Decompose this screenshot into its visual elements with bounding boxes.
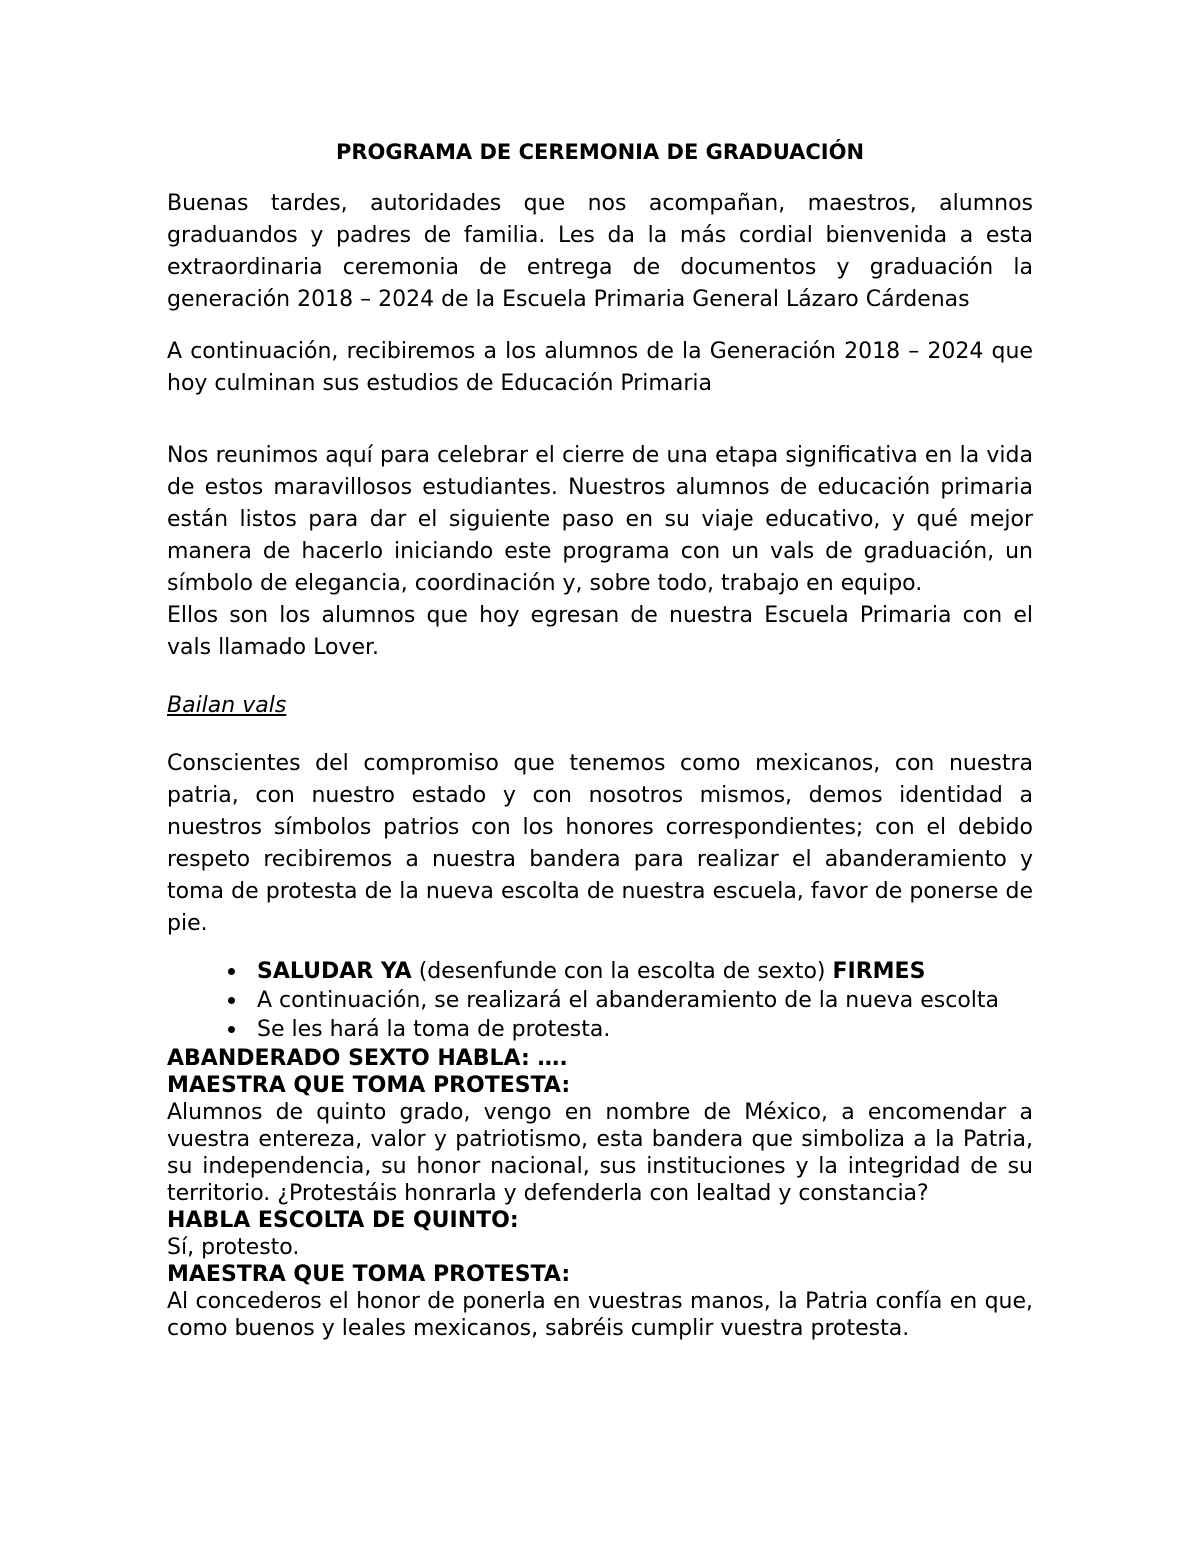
section-heading: ABANDERADO SEXTO HABLA: …. bbox=[167, 1046, 568, 1071]
list-item: Se les hará la toma de protesta. bbox=[257, 1016, 1033, 1043]
welcome-paragraph: Buenas tardes, autoridades que nos acompañan, maestros, alumnos graduandos y padres de familia. Les da la más cordial bienvenida a esta extraordinaria ceremonia de entrega de documentos y graduación la generación 2018 – 2024 de la Escuela Primaria General Lázaro Cárdenas bbox=[167, 191, 1033, 312]
closing-paragraph: Al concederos el honor de ponerla en vuestras manos, la Patria confía en que, como buenos y leales mexicanos, sabréis cumplir vuestra protesta. bbox=[167, 1289, 1033, 1341]
response-paragraph: Sí, protesto. bbox=[167, 1235, 300, 1260]
instruction-list bbox=[167, 958, 1033, 1043]
protest-paragraph: Alumnos de quinto grado, vengo en nombre de México, a encomendar a vuestra entereza, valor y patriotismo, esta bandera que simboliza a la Patria, su independencia, su honor nacional, sus instituciones y la integridad de su territorio. ¿Protestáis honrarla y defenderla con lealtad y constancia? bbox=[167, 1100, 1033, 1206]
section-heading: MAESTRA QUE TOMA PROTESTA: bbox=[167, 1262, 571, 1287]
document-title: PROGRAMA DE CEREMONIA DE GRADUACIÓN bbox=[335, 140, 865, 164]
list-item bbox=[257, 958, 1033, 985]
list-item: A continuación, se realizará el abanderamiento de la nueva escolta bbox=[257, 987, 1033, 1014]
section-heading: HABLA ESCOLTA DE QUINTO: bbox=[167, 1208, 519, 1233]
list-item-text: (desenfunde con la escolta de sexto) bbox=[411, 959, 833, 984]
reception-paragraph: A continuación, recibiremos a los alumnos de la Generación 2018 – 2024 que hoy culminan sus estudios de Educación Primaria bbox=[167, 339, 1033, 396]
document-page bbox=[167, 138, 1033, 1342]
honors-paragraph: Conscientes del compromiso que tenemos como mexicanos, con nuestra patria, con nuestro estado y con nosotros mismos, demos identidad a nuestros símbolos patrios con los honores correspondientes; con el debido respeto recibiremos a nuestra bandera para realizar el abanderamiento y toma de protesta de la nueva escolta de nuestra escuela, favor de ponerse de pie. bbox=[167, 751, 1033, 936]
stage-note-text: Bailan vals bbox=[167, 693, 287, 718]
celebration-paragraph: Nos reunimos aquí para celebrar el cierre de una etapa significativa en la vida de estos maravillosos estudiantes. Nuestros alumnos de educación primaria están listos para dar el siguiente paso en su viaje educativo, y qué mejor manera de hacerlo iniciando este programa con un vals de graduación, un símbolo de elegancia, coordinación y, sobre todo, trabajo en equipo. bbox=[167, 443, 1033, 596]
list-item-bold: FIRMES bbox=[832, 959, 926, 984]
protest-section bbox=[167, 1045, 1033, 1342]
list-item-bold: SALUDAR YA bbox=[257, 959, 412, 984]
stage-note bbox=[167, 690, 1033, 722]
waltz-paragraph: Ellos son los alumnos que hoy egresan de nuestra Escuela Primaria con el vals llamado Lover. bbox=[167, 603, 1033, 660]
section-heading: MAESTRA QUE TOMA PROTESTA: bbox=[167, 1073, 571, 1098]
